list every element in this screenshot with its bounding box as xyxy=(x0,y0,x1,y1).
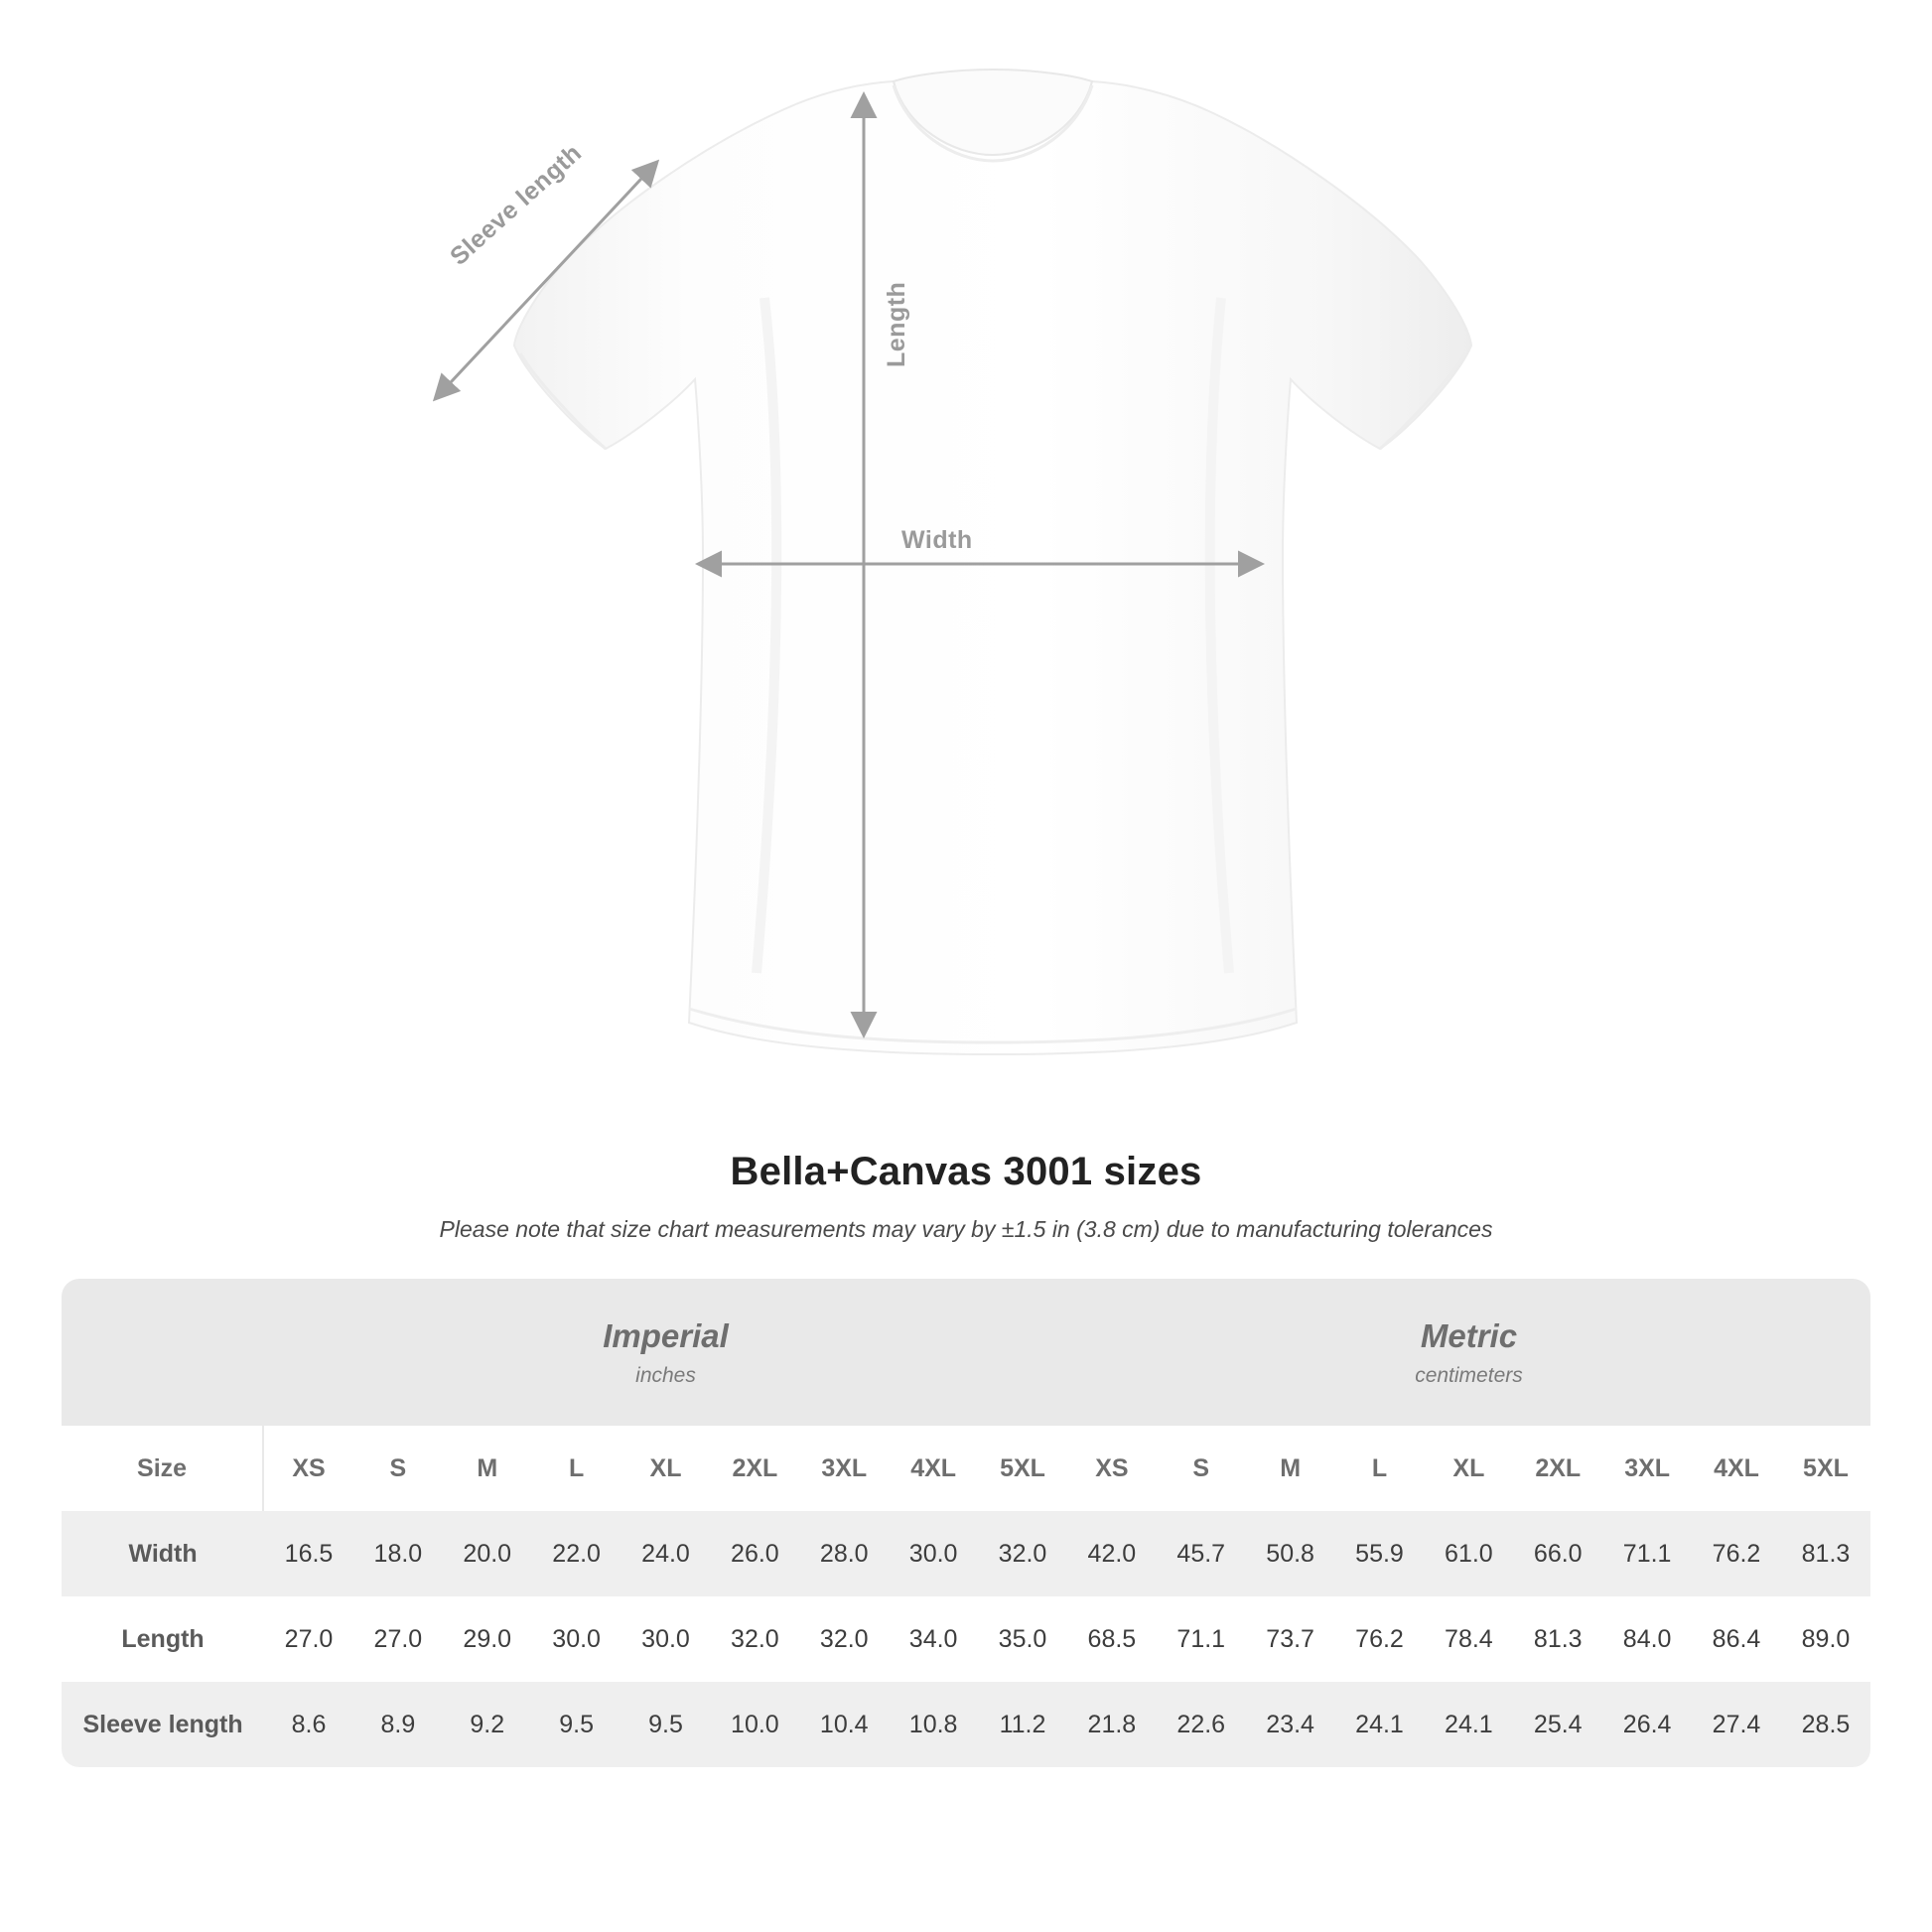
size-header-imperial-l: L xyxy=(532,1426,621,1511)
unit-group-metric-name: Metric xyxy=(1420,1316,1518,1354)
cell-sleeve-metric-4xl: 27.4 xyxy=(1692,1682,1781,1767)
cell-length-imperial-m: 29.0 xyxy=(443,1596,532,1682)
size-header-metric-s: S xyxy=(1157,1426,1246,1511)
cell-width-metric-5xl: 81.3 xyxy=(1781,1511,1870,1596)
cell-width-imperial-xs: 16.5 xyxy=(264,1511,353,1596)
cell-width-imperial-xl: 24.0 xyxy=(621,1511,711,1596)
row-label-length: Length xyxy=(62,1596,264,1682)
cell-width-imperial-s: 18.0 xyxy=(353,1511,443,1596)
cell-length-metric-3xl: 84.0 xyxy=(1602,1596,1692,1682)
cell-sleeve-imperial-xl: 9.5 xyxy=(621,1682,711,1767)
cell-length-imperial-xs: 27.0 xyxy=(264,1596,353,1682)
table-row xyxy=(62,1682,1870,1767)
unit-header-blank xyxy=(62,1279,264,1426)
cell-length-metric-m: 73.7 xyxy=(1246,1596,1335,1682)
cell-length-metric-s: 71.1 xyxy=(1157,1596,1246,1682)
unit-group-metric xyxy=(1067,1279,1870,1426)
cell-width-metric-l: 55.9 xyxy=(1335,1511,1425,1596)
page-title: Bella+Canvas 3001 sizes xyxy=(730,1150,1202,1193)
width-label: Width xyxy=(901,526,973,554)
cell-sleeve-metric-5xl: 28.5 xyxy=(1781,1682,1870,1767)
cell-length-imperial-xl: 30.0 xyxy=(621,1596,711,1682)
tshirt-shape xyxy=(514,69,1471,1054)
cell-width-metric-3xl: 71.1 xyxy=(1602,1511,1692,1596)
title-block xyxy=(0,1150,1932,1243)
size-table-container xyxy=(62,1279,1870,1767)
cell-sleeve-imperial-xs: 8.6 xyxy=(264,1682,353,1767)
cell-sleeve-metric-xs: 21.8 xyxy=(1067,1682,1157,1767)
unit-group-imperial-name: Imperial xyxy=(603,1316,729,1354)
size-header-metric-l: L xyxy=(1335,1426,1425,1511)
cell-sleeve-metric-s: 22.6 xyxy=(1157,1682,1246,1767)
cell-length-metric-xs: 68.5 xyxy=(1067,1596,1157,1682)
length-label: Length xyxy=(883,281,910,367)
sleeve-length-label: Sleeve length xyxy=(445,138,588,271)
size-header-imperial-s: S xyxy=(353,1426,443,1511)
cell-sleeve-metric-2xl: 25.4 xyxy=(1513,1682,1602,1767)
size-header-metric-xl: XL xyxy=(1424,1426,1513,1511)
size-header-metric-5xl: 5XL xyxy=(1781,1426,1870,1511)
size-header-metric-4xl: 4XL xyxy=(1692,1426,1781,1511)
cell-width-metric-xs: 42.0 xyxy=(1067,1511,1157,1596)
cell-sleeve-metric-m: 23.4 xyxy=(1246,1682,1335,1767)
cell-length-imperial-3xl: 32.0 xyxy=(799,1596,889,1682)
table-row xyxy=(62,1511,1870,1596)
cell-length-metric-xl: 78.4 xyxy=(1424,1596,1513,1682)
cell-sleeve-metric-3xl: 26.4 xyxy=(1602,1682,1692,1767)
table-row xyxy=(62,1596,1870,1682)
cell-length-metric-4xl: 86.4 xyxy=(1692,1596,1781,1682)
cell-sleeve-metric-l: 24.1 xyxy=(1335,1682,1425,1767)
size-header-metric-3xl: 3XL xyxy=(1602,1426,1692,1511)
size-header-row xyxy=(62,1426,1870,1511)
cell-sleeve-imperial-l: 9.5 xyxy=(532,1682,621,1767)
cell-length-imperial-s: 27.0 xyxy=(353,1596,443,1682)
cell-sleeve-imperial-3xl: 10.4 xyxy=(799,1682,889,1767)
unit-header-row xyxy=(62,1279,1870,1426)
cell-length-imperial-l: 30.0 xyxy=(532,1596,621,1682)
size-header-imperial-xl: XL xyxy=(621,1426,711,1511)
cell-sleeve-metric-xl: 24.1 xyxy=(1424,1682,1513,1767)
cell-width-imperial-4xl: 30.0 xyxy=(889,1511,978,1596)
cell-length-imperial-5xl: 35.0 xyxy=(978,1596,1067,1682)
cell-length-metric-2xl: 81.3 xyxy=(1513,1596,1602,1682)
cell-length-metric-5xl: 89.0 xyxy=(1781,1596,1870,1682)
cell-width-metric-xl: 61.0 xyxy=(1424,1511,1513,1596)
size-header-metric-xs: XS xyxy=(1067,1426,1157,1511)
cell-width-metric-4xl: 76.2 xyxy=(1692,1511,1781,1596)
size-header-metric-m: M xyxy=(1246,1426,1335,1511)
size-header-metric-2xl: 2XL xyxy=(1513,1426,1602,1511)
cell-width-imperial-5xl: 32.0 xyxy=(978,1511,1067,1596)
cell-width-metric-2xl: 66.0 xyxy=(1513,1511,1602,1596)
cell-length-imperial-4xl: 34.0 xyxy=(889,1596,978,1682)
row-label-sleeve-length: Sleeve length xyxy=(62,1682,264,1767)
size-header-imperial-4xl: 4XL xyxy=(889,1426,978,1511)
cell-width-imperial-m: 20.0 xyxy=(443,1511,532,1596)
cell-length-metric-l: 76.2 xyxy=(1335,1596,1425,1682)
cell-width-metric-m: 50.8 xyxy=(1246,1511,1335,1596)
cell-width-metric-s: 45.7 xyxy=(1157,1511,1246,1596)
unit-group-metric-sub: centimeters xyxy=(1415,1363,1523,1387)
cell-sleeve-imperial-2xl: 10.0 xyxy=(710,1682,799,1767)
size-header-label: Size xyxy=(62,1426,264,1511)
cell-width-imperial-l: 22.0 xyxy=(532,1511,621,1596)
size-table xyxy=(62,1279,1870,1767)
cell-width-imperial-2xl: 26.0 xyxy=(710,1511,799,1596)
size-header-imperial-3xl: 3XL xyxy=(799,1426,889,1511)
tolerance-note: Please note that size chart measurements may vary by ±1.5 in (3.8 cm) due to manufacturing tolerances xyxy=(439,1216,1493,1242)
size-header-imperial-5xl: 5XL xyxy=(978,1426,1067,1511)
cell-sleeve-imperial-s: 8.9 xyxy=(353,1682,443,1767)
row-label-width: Width xyxy=(62,1511,264,1596)
size-header-imperial-2xl: 2XL xyxy=(710,1426,799,1511)
unit-group-imperial-sub: inches xyxy=(635,1363,696,1387)
cell-sleeve-imperial-4xl: 10.8 xyxy=(889,1682,978,1767)
cell-sleeve-imperial-m: 9.2 xyxy=(443,1682,532,1767)
unit-group-imperial xyxy=(264,1279,1067,1426)
size-header-imperial-xs: XS xyxy=(264,1426,353,1511)
cell-sleeve-imperial-5xl: 11.2 xyxy=(978,1682,1067,1767)
size-header-imperial-m: M xyxy=(443,1426,532,1511)
cell-width-imperial-3xl: 28.0 xyxy=(799,1511,889,1596)
cell-length-imperial-2xl: 32.0 xyxy=(710,1596,799,1682)
